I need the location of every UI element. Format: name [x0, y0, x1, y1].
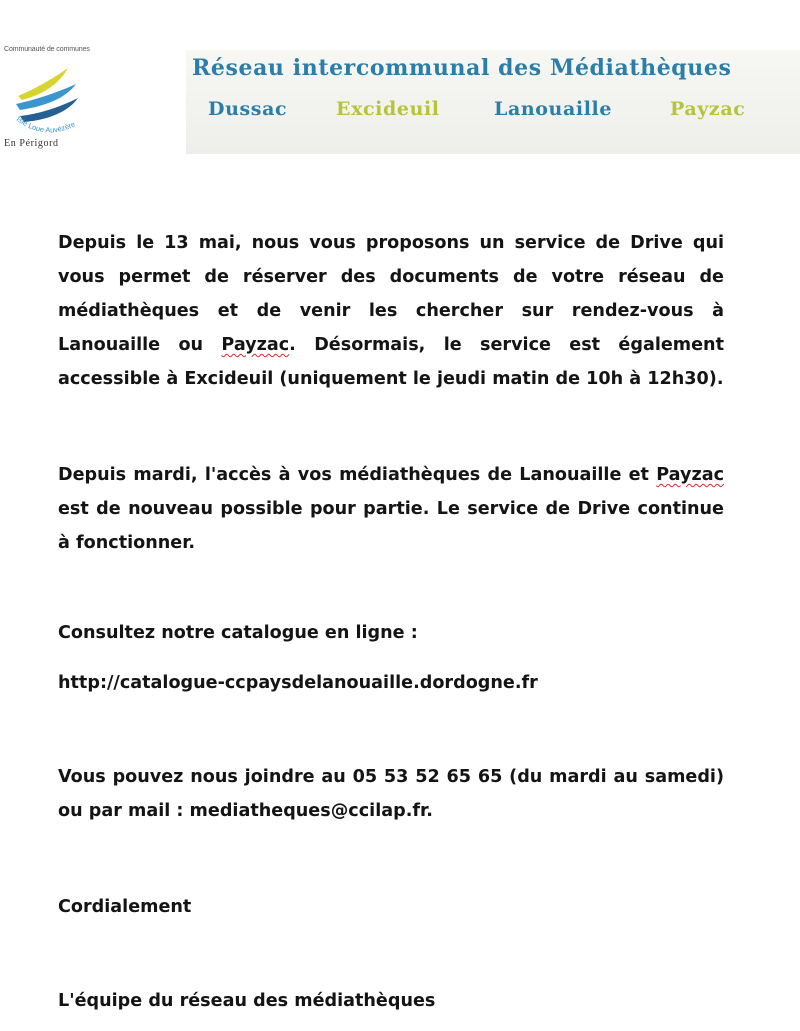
logo-wave-icon	[10, 60, 90, 140]
drive-text-a: Depuis le 13 mai, nous vous proposons un service de Drive qui vous permet de réserver des documents de votre réseau de médiathèques et de venir les chercher sur rendez-vous à Lanouaille ou	[58, 233, 724, 355]
spellcheck-word: Payzac	[221, 335, 290, 355]
town-excideuil: Excideuil	[336, 98, 440, 120]
contact-paragraph: Vous pouvez nous joindre au 05 53 52 65 65 (du mardi au samedi) ou par mail : mediatheques@ccilap.fr.	[58, 767, 724, 821]
reopening-text-b: est de nouveau possible pour partie. Le service de Drive continue à fonctionner.	[58, 499, 724, 553]
catalogue-label: Consultez notre catalogue en ligne :	[58, 623, 418, 643]
town-lanouaille: Lanouaille	[494, 98, 613, 120]
reopening-text-a: Depuis mardi, l'accès à vos médiathèques de Lanouaille et	[58, 465, 657, 485]
drive-paragraph	[58, 226, 724, 396]
drive-text-b: . Désormais, le service est également accessible à Excideuil (uniquement le jeudi matin de 10h à 12h30).	[58, 335, 724, 389]
catalogue-link[interactable]: http://catalogue-ccpaysdelanouaille.dordogne.fr	[58, 673, 538, 693]
reopening-paragraph	[58, 458, 724, 560]
banner-title: Réseau intercommunal des Médiathèques	[192, 55, 732, 81]
logo-top-text: Communauté de communes	[4, 46, 90, 53]
town-dussac: Dussac	[208, 98, 288, 120]
town-payzac: Payzac	[670, 98, 746, 120]
spellcheck-word: Payzac	[656, 465, 724, 485]
signature-text: L'équipe du réseau des médiathèques	[58, 991, 436, 1011]
network-banner	[186, 50, 800, 154]
community-logo	[2, 46, 98, 156]
logo-arc-text: Isle Loue Auvézère	[14, 114, 77, 135]
logo-bottom-text: En Périgord	[4, 138, 59, 149]
closing-text: Cordialement	[58, 897, 192, 917]
header	[0, 0, 800, 165]
